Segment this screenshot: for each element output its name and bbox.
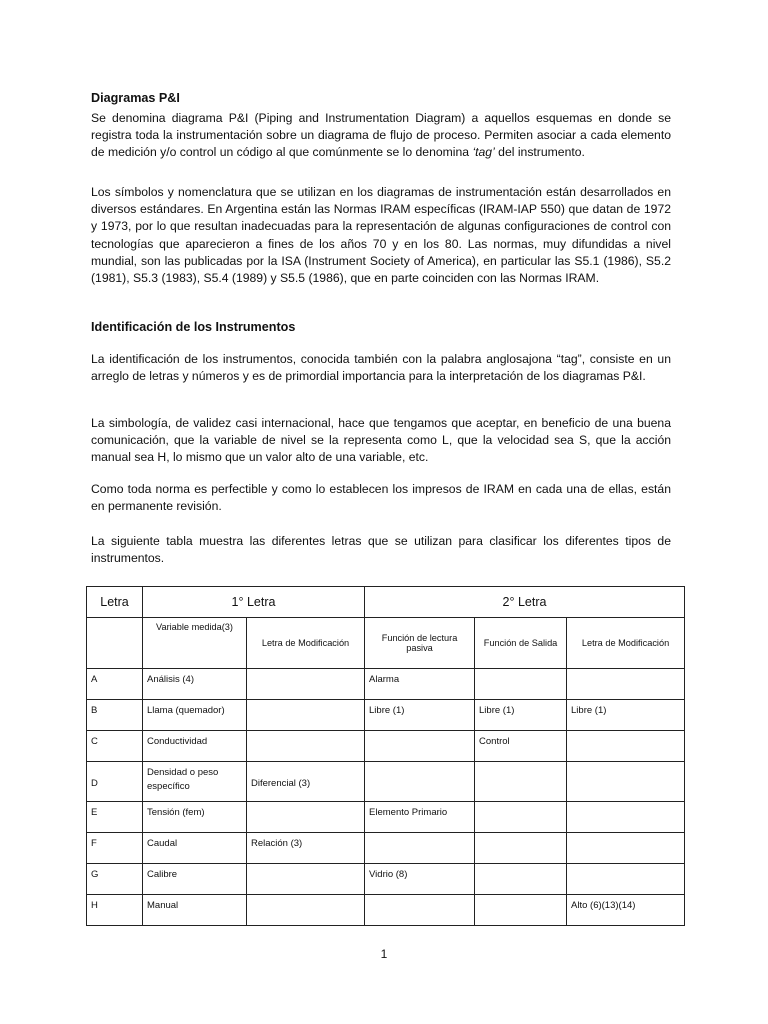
cell-modificacion-1: [247, 802, 365, 833]
cell-lectura: Vidrio (8): [365, 864, 475, 895]
cell-salida: [475, 833, 567, 864]
identification-paragraph-2: La simbología, de validez casi internacional, hace que tengamos que aceptar, en beneficio de una buena comunicación, que la variable de nivel se la representa como L, que la velocidad sea S, que la acción manual sea H, lo mismo que un valor alto de una variable, etc.: [91, 416, 671, 465]
cell-lectura: Elemento Primario: [365, 802, 475, 833]
cell-modificacion-2: Libre (1): [567, 700, 685, 731]
cell-salida: [475, 762, 567, 802]
cell-letra: H: [87, 895, 143, 926]
table-row: [87, 731, 685, 762]
table-header-row-1: [87, 587, 685, 618]
cell-letra: C: [87, 731, 143, 762]
cell-modificacion-2: [567, 762, 685, 802]
cell-variable: Densidad o peso específico: [143, 762, 247, 802]
section-heading-identificacion: Identificación de los Instrumentos: [91, 320, 296, 334]
cell-modificacion-1: Relación (3): [247, 833, 365, 864]
cell-letra: A: [87, 669, 143, 700]
table-row: [87, 669, 685, 700]
cell-variable: Tensión (fem): [143, 802, 247, 833]
table-header-row-2: [87, 618, 685, 669]
cell-salida: [475, 802, 567, 833]
cell-lectura: [365, 762, 475, 802]
cell-letra: D: [87, 762, 143, 802]
identification-paragraph-1: La identificación de los instrumentos, conocida también con la palabra anglosajona “tag”, consiste en un arreglo de letras y números y es de primordial importancia para la interpretación de los diagramas P&I.: [91, 352, 671, 384]
cell-modificacion-1: [247, 864, 365, 895]
letters-table: [86, 586, 685, 926]
cell-modificacion-2: [567, 802, 685, 833]
cell-modificacion-2: [567, 731, 685, 762]
intro-paragraph-2: Los símbolos y nomenclatura que se utilizan en los diagramas de instrumentación están desarrollados en diversos estándares. En Argentina están las Normas IRAM específicas (IRAM-IAP 550) que datan de 1972 y 1973, por lo que resultan inadecuadas para la representación de algunas configuraciones de control con tecnologías que aparecieron a fines de los años 70 y en los 80. Las normas, muy difundidas a nivel mundial, son las publicadas por la ISA (Instrument Society of America), en particular las S5.1 (1986), S5.2 (1981), S5.3 (1983), S5.4 (1989) y S5.5 (1986), que en parte coinciden con las Normas IRAM.: [91, 185, 671, 286]
cell-modificacion-1: [247, 669, 365, 700]
cell-salida: Control: [475, 731, 567, 762]
identification-paragraph-3: Como toda norma es perfectible y como lo establecen los impresos de IRAM en cada una de ellas, están en permanente revisión.: [91, 482, 671, 514]
cell-letra: B: [87, 700, 143, 731]
cell-variable: Caudal: [143, 833, 247, 864]
identification-paragraph-4: La siguiente tabla muestra las diferentes letras que se utilizan para clasificar los diferentes tipos de instrumentos.: [91, 534, 671, 566]
cell-modificacion-1: [247, 731, 365, 762]
cell-modificacion-2: [567, 669, 685, 700]
cell-modificacion-2: [567, 864, 685, 895]
table-row: [87, 833, 685, 864]
tag-term: ‘tag’: [472, 145, 495, 160]
intro-text-1a: Se denomina diagrama P&I (Piping and Instrumentation Diagram) a aquellos esquemas en donde se registra toda la instrumentación sobre un diagrama de flujo de proceso. Permiten asociar a cada elemento de medición y/o control un código al que comúnmente se lo denomina: [91, 111, 671, 160]
table-row: [87, 762, 685, 802]
cell-modificacion-2: [567, 833, 685, 864]
document-title: Diagramas P&I: [91, 91, 180, 105]
header-second-letter: 2° Letra: [365, 587, 685, 618]
header-first-letter: 1° Letra: [143, 587, 365, 618]
table-row: [87, 802, 685, 833]
intro-paragraph-1: [91, 110, 671, 162]
cell-salida: [475, 864, 567, 895]
cell-letra: E: [87, 802, 143, 833]
cell-variable: Conductividad: [143, 731, 247, 762]
header-funcion-lectura: Función de lectura pasiva: [365, 618, 475, 669]
cell-lectura: [365, 833, 475, 864]
table-row: [87, 700, 685, 731]
cell-lectura: Libre (1): [365, 700, 475, 731]
cell-variable: Llama (quemador): [143, 700, 247, 731]
cell-modificacion-1: [247, 700, 365, 731]
cell-modificacion-1: Diferencial (3): [247, 762, 365, 802]
cell-variable: Calibre: [143, 864, 247, 895]
cell-letra: F: [87, 833, 143, 864]
cell-lectura: Alarma: [365, 669, 475, 700]
header-letra-modificacion-2: Letra de Modificación: [567, 618, 685, 669]
page-number: 1: [380, 947, 388, 961]
cell-modificacion-1: [247, 895, 365, 926]
cell-modificacion-2: Alto (6)(13)(14): [567, 895, 685, 926]
header-letra: Letra: [87, 587, 143, 618]
cell-lectura: [365, 895, 475, 926]
header-variable-medida: Variable medida(3): [143, 618, 247, 669]
intro-text-1b: del instrumento.: [494, 145, 585, 160]
cell-letra: G: [87, 864, 143, 895]
cell-variable: Análisis (4): [143, 669, 247, 700]
cell-salida: [475, 669, 567, 700]
table-row: [87, 895, 685, 926]
header-empty-cell: [87, 618, 143, 669]
table-row: [87, 864, 685, 895]
cell-variable: Manual: [143, 895, 247, 926]
header-funcion-salida: Función de Salida: [475, 618, 567, 669]
header-letra-modificacion-1: Letra de Modificación: [247, 618, 365, 669]
cell-salida: Libre (1): [475, 700, 567, 731]
cell-salida: [475, 895, 567, 926]
cell-lectura: [365, 731, 475, 762]
